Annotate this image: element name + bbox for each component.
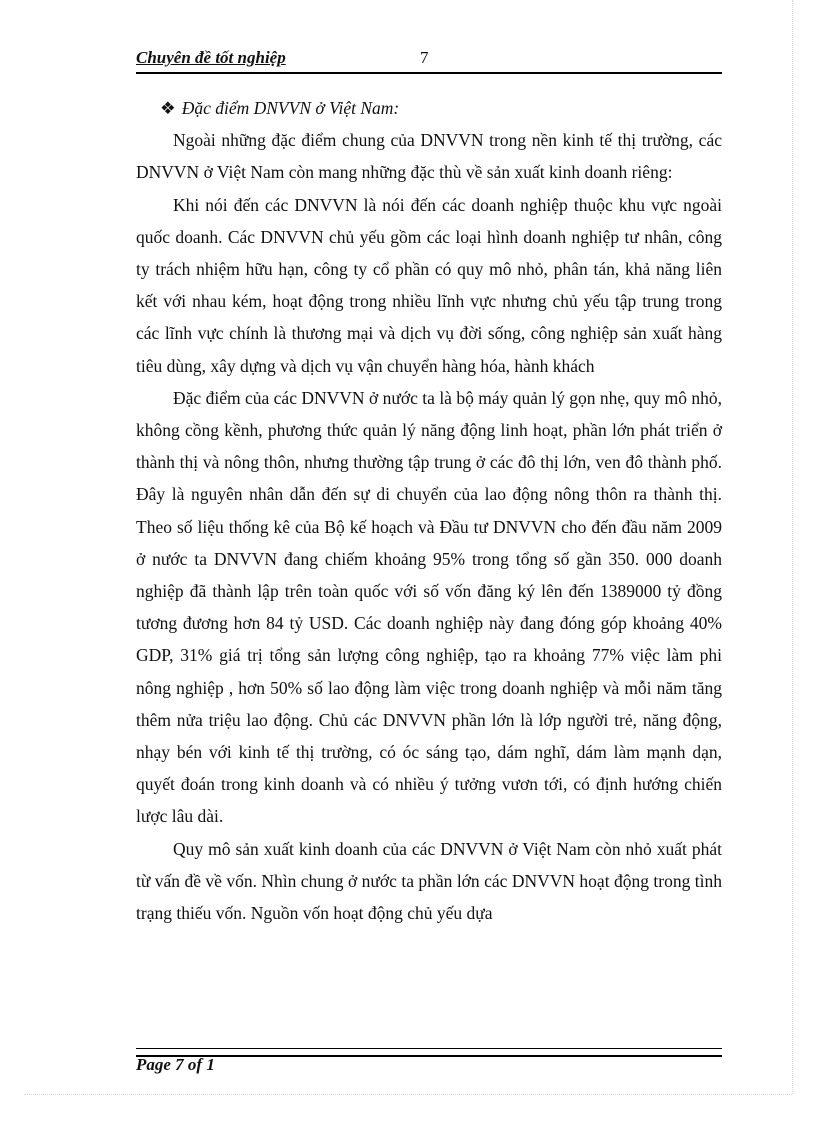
diamond-bullet-icon: ❖	[160, 98, 176, 118]
page-header	[136, 48, 722, 74]
header-page-number: 7	[420, 48, 429, 67]
paragraph-1: Ngoài những đặc điểm chung của DNVVN trong nền kinh tế thị trường, các DNVVN ở Việt Nam còn mang những đặc thù về sản xuất kinh doanh riêng:	[136, 130, 722, 183]
page-edge-right	[792, 0, 793, 1094]
paragraph-3: Đặc điểm của các DNVVN ở nước ta là bộ máy quản lý gọn nhẹ, quy mô nhỏ, không cồng kềnh, phương thức quản lý năng động linh hoạt, phần lớn phát triển ở thành thị và nông thôn, nhưng thường tập trung ở các đô thị lớn, ven đô thành phố. Đây là nguyên nhân dẫn đến sự di chuyển của lao động nông thôn ra thành thị. Theo số liệu thống kê của Bộ kế hoạch và Đầu tư DNVVN cho đến đầu năm 2009 ở nước ta DNVVN đang chiếm khoảng 95% trong tổng số gần 350. 000 doanh nghiệp đã thành lập trên toàn quốc với số vốn đăng ký lên đến 1389000 tỷ đồng tương đương hơn 84 tỷ USD. Các doanh nghiệp này đang đóng góp khoảng 40% GDP, 31% giá trị tổng sản lượng công nghiệp, tạo ra khoảng 77% việc làm phi nông nghiệp , hơn 50% số lao động làm việc trong doanh nghiệp và mỗi năm tăng thêm nửa triệu lao động. Chủ các DNVVN phần lớn là lớp người trẻ, năng động, nhạy bén với kinh tế thị trường, có óc sáng tạo, dám nghĩ, dám làm mạnh dạn, quyết đoán trong kinh doanh và có nhiều ý tưởng vươn tới, có định hướng chiến lược lâu dài.	[136, 387, 722, 827]
section-heading	[160, 92, 722, 124]
paragraph-4: Quy mô sản xuất kinh doanh của các DNVVN ở Việt Nam còn nhỏ xuất phát từ vấn đề về vốn. Nhìn chung ở nước ta phần lớn các DNVVN hoạt động trong tình trạng thiếu vốn. Nguồn vốn hoạt động chủ yếu dựa	[136, 838, 722, 924]
body-text	[136, 92, 722, 929]
paragraph-2: Khi nói đến các DNVVN là nói đến các doanh nghiệp thuộc khu vực ngoài quốc doanh. Các DNVVN chủ yếu gồm các loại hình doanh nghiệp tư nhân, công ty trách nhiệm hữu hạn, công ty cổ phần có quy mô nhỏ, phân tán, khả năng liên kết với nhau kém, hoạt động trong nhiều lĩnh vực nhưng chủ yếu tập trung trong các lĩnh vực chính là thương mại và dịch vụ đời sống, công nghiệp sản xuất hàng tiêu dùng, xây dựng và dịch vụ vận chuyển hàng hóa, hành khách	[136, 194, 722, 376]
page-footer: Page 7 of 1	[136, 1055, 215, 1074]
page-edge-bottom	[24, 1094, 792, 1095]
section-heading-text: Đặc điểm DNVVN ở Việt Nam:	[181, 98, 400, 118]
header-title: Chuyên đề tốt nghiệp	[136, 48, 286, 67]
footer-divider	[136, 1048, 722, 1057]
